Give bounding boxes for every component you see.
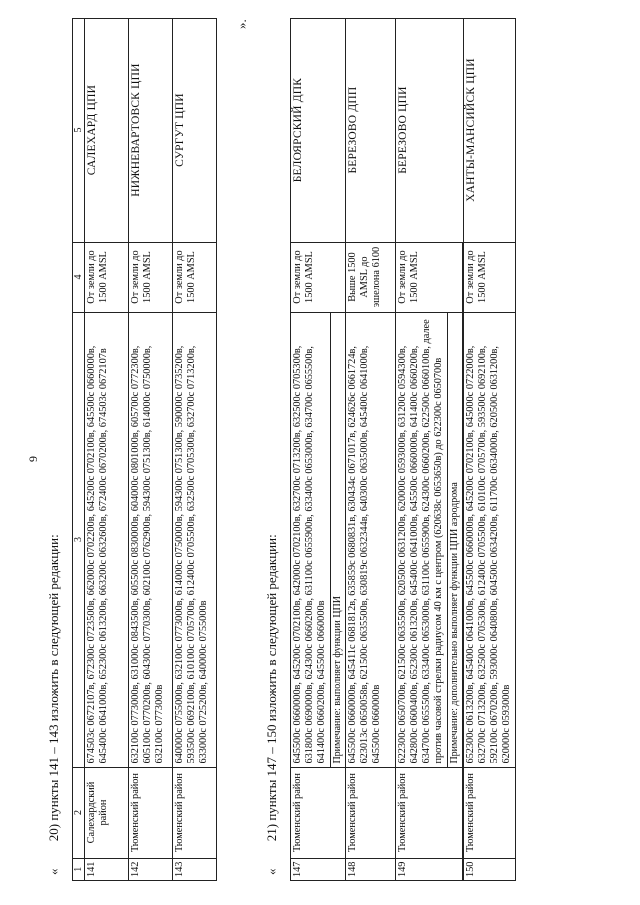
col-header-5: 5 [73,18,85,242]
coords-cell: 652300с 0613200в, 645400с 0641000в, 645500с 0660000в, 645200с 0702100в, 645000с 0722000в, 632700с 0713200в, 632500с 0705300в, 612400с 0705500в, 610100с 0705700в, 593500с 0692100в, 592100с 0670200в, 593000с 0640800в, 604500с 0634200в, 611700с 0634000в, 620500с 0631200в, 620000с 0593000в [463,312,515,767]
region-cell: Тюменский район [129,767,173,858]
col-header-4: 4 [73,242,85,312]
section-20-end-mark: ». [234,19,249,29]
section-21-quote-mark: « [264,868,279,875]
coords-cell: 645500с 0660000в, 645411с 0681812в, 635859с 0680831в, 630434с 0671017в, 624626с 0661724в, 623013с 0650058в, 621500с 0635500в, 630819с 0632344в, 640300с 0635000в, 645400с 0641000в, 645500с 0660000в [345,312,395,767]
section-21-heading-text: 21) пункты 147 – 150 изложить в следующей редакции: [264,534,279,842]
coords-cell: 640000с 0755000в, 632100с 0773000в, 614000с 0750000в, 594300с 0751300в, 590000с 0735200в, 593500с 0692100в, 610100с 0705700в, 612400с 0705500в, 632500с 0705300в, 632700с 0713200в, 633000с 0725200в, 640000с 0755000в [173,312,217,767]
note-cell: Примечание: дополнительно выполняет функции ЦПИ аэродрома [447,312,462,767]
table-row [291,18,331,880]
note-cell: Примечание: выполняет функции ЦПИ [330,312,345,767]
table-row [85,18,129,880]
table-row [345,18,395,880]
section-20-quote-mark: « [46,868,61,875]
region-cell: Тюменский район [395,767,462,858]
section-21-heading [264,534,280,875]
unit-cell: БЕРЕЗОВО ЦПИ [395,18,463,242]
coords-cell: 622300с 0650700в, 621500с 0635500в, 620500с 0631200в, 620000с 0593000в, 631200с 0594300в, 642800с 0600400в, 652300с 0613200в, 645400с 0641000в, 645500с 0660000в, 641400с 0660200в, 634700с 0655500в, 633400с 0653000в, 631100с 0655900в, 624300с 0660200в, 622500с 0660100в, далее против часовой стрелки радиусом 40 км с центром (620638с 0653650в) до 622300с 0650700в [395,312,447,767]
coords-cell: 632100с 0773000в, 631000с 0843500в, 605500с 0830000в, 604000с 0801000в, 605700с 0772300в, 605100с 0770200в, 604300с 0770300в, 602100с 0762900в, 594300с 0751300в, 614000с 0750000в, 632100с 0773000в [129,312,173,767]
col-header-2: 2 [73,767,85,858]
limits-cell: От земли до 1500 AMSL [173,242,217,312]
table-row [463,18,515,880]
unit-cell: ХАНТЫ-МАНСИЙСК ЦПИ [463,18,515,242]
row-number: 150 [463,858,515,880]
limits-cell: От земли до 1500 AMSL [395,242,462,312]
limits-cell: Выше 1500 AMSL до эшелона 6100 [345,242,395,312]
row-number: 148 [345,858,395,880]
table-header-row [73,18,85,880]
region-cell: Тюменский район [173,767,217,858]
table-row [395,18,447,880]
section-21-table [290,18,516,881]
region-cell: Тюменский район [345,767,395,858]
coords-cell: 645500с 0660000в, 645200с 0702100в, 642000с 0702100в, 632700с 0713200в, 632500с 0705300в, 631800с 0690000в, 624300с 0660200в, 631100с 0655900в, 633400с 0653000в, 634700с 0655500в, 641400с 0660200в, 645500с 0660000в [291,312,331,767]
limits-cell: От земли до 1500 AMSL [291,242,346,312]
col-header-1: 1 [73,858,85,880]
unit-cell: НИЖНЕВАРТОВСК ЦПИ [129,18,173,242]
region-cell: Тюменский район [463,767,515,858]
row-number: 141 [85,858,129,880]
unit-cell: БЕЛОЯРСКИЙ ДПК [291,18,346,242]
page-number: 9 [26,456,40,462]
row-number: 149 [395,858,462,880]
row-number: 143 [173,858,217,880]
section-20-heading [46,534,62,875]
col-header-3: 3 [73,312,85,767]
region-cell: Тюменский район [291,767,346,858]
coords-cell: 674503с 0672107в, 672300с 0723500в, 662000с 0702200в, 645200с 0702100в, 645500с 0660000в, 645400с 0641000в, 652300с 0613200в, 663200с 0632600в, 672400с 0670200в, 674503с 0672107в [85,312,129,767]
row-number: 142 [129,858,173,880]
limits-cell: От земли до 1500 AMSL [85,242,129,312]
table-row [129,18,173,880]
row-number: 147 [291,858,346,880]
limits-cell: От земли до 1500 AMSL [129,242,173,312]
table-row [173,18,217,880]
unit-cell: СУРГУТ ЦПИ [173,18,217,242]
limits-cell: От земли до 1500 AMSL [463,242,515,312]
region-cell: Салехардский район [85,767,129,858]
unit-cell: БЕРЕЗОВО ДПП [345,18,395,242]
section-20-heading-text: 20) пункты 141 – 143 изложить в следующей редакции: [46,534,61,842]
unit-cell: САЛЕХАРД ЦПИ [85,18,129,242]
section-20-table [72,18,217,881]
